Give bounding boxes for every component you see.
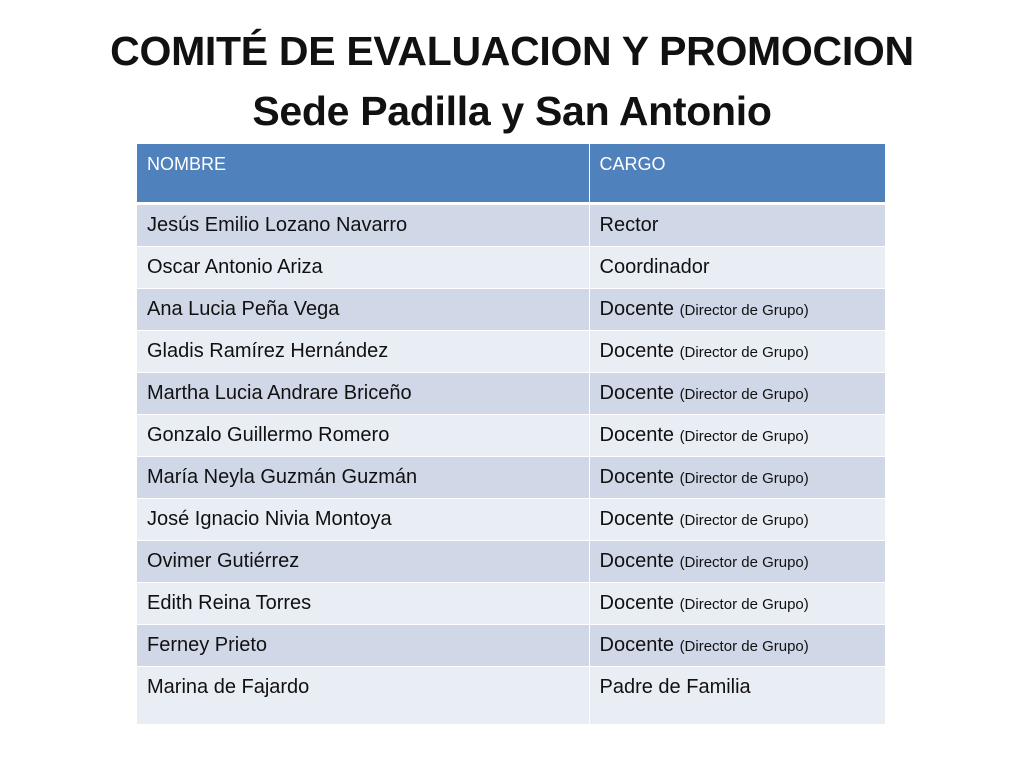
member-role bbox=[589, 373, 885, 415]
role-title: Rector bbox=[599, 214, 659, 236]
role-title: Docente bbox=[599, 340, 674, 362]
member-name: Martha Lucia Andrare Briceño bbox=[137, 373, 589, 415]
member-name: Ana Lucia Peña Vega bbox=[137, 289, 589, 331]
member-name: José Ignacio Nivia Montoya bbox=[137, 499, 589, 541]
table-row bbox=[137, 204, 885, 247]
table-row bbox=[137, 457, 885, 499]
member-name: Edith Reina Torres bbox=[137, 583, 589, 625]
table-row bbox=[137, 541, 885, 583]
table-header bbox=[137, 144, 885, 204]
role-title: Docente bbox=[599, 508, 674, 530]
role-note: (Director de Grupo) bbox=[679, 554, 809, 571]
committee-table bbox=[137, 144, 885, 725]
member-name: Ovimer Gutiérrez bbox=[137, 541, 589, 583]
member-name: Gladis Ramírez Hernández bbox=[137, 331, 589, 373]
member-role bbox=[589, 415, 885, 457]
member-name: Ferney Prieto bbox=[137, 625, 589, 667]
table-row bbox=[137, 499, 885, 541]
role-title: Docente bbox=[599, 592, 674, 614]
role-title: Docente bbox=[599, 550, 674, 572]
table-row bbox=[137, 373, 885, 415]
member-role bbox=[589, 583, 885, 625]
header-row bbox=[137, 144, 885, 204]
role-note: (Director de Grupo) bbox=[679, 428, 809, 445]
role-title: Padre de Familia bbox=[599, 676, 751, 698]
title-line-2: Sede Padilla y San Antonio bbox=[252, 88, 772, 135]
member-role bbox=[589, 247, 885, 289]
role-note: (Director de Grupo) bbox=[679, 470, 809, 487]
header-cargo: CARGO bbox=[589, 144, 885, 204]
role-note: (Director de Grupo) bbox=[679, 638, 809, 655]
member-role bbox=[589, 499, 885, 541]
table-row bbox=[137, 583, 885, 625]
role-title: Docente bbox=[599, 298, 674, 320]
table-row bbox=[137, 667, 885, 725]
member-role bbox=[589, 289, 885, 331]
role-note: (Director de Grupo) bbox=[679, 512, 809, 529]
table-row bbox=[137, 247, 885, 289]
table-body bbox=[137, 204, 885, 725]
table-row bbox=[137, 331, 885, 373]
role-title: Docente bbox=[599, 424, 674, 446]
role-title: Docente bbox=[599, 382, 674, 404]
member-name: Jesús Emilio Lozano Navarro bbox=[137, 204, 589, 247]
title-line-1: COMITÉ DE EVALUACION Y PROMOCION bbox=[110, 28, 914, 75]
header-nombre: NOMBRE bbox=[137, 144, 589, 204]
table-row bbox=[137, 415, 885, 457]
member-role bbox=[589, 667, 885, 725]
member-role bbox=[589, 625, 885, 667]
role-note: (Director de Grupo) bbox=[679, 596, 809, 613]
slide-title bbox=[0, 27, 1024, 141]
role-title: Docente bbox=[599, 466, 674, 488]
role-note: (Director de Grupo) bbox=[679, 344, 809, 361]
table-row bbox=[137, 289, 885, 331]
member-name: Gonzalo Guillermo Romero bbox=[137, 415, 589, 457]
member-role bbox=[589, 204, 885, 247]
member-role bbox=[589, 541, 885, 583]
role-title: Docente bbox=[599, 634, 674, 656]
member-name: María Neyla Guzmán Guzmán bbox=[137, 457, 589, 499]
role-note: (Director de Grupo) bbox=[679, 302, 809, 319]
table-row bbox=[137, 625, 885, 667]
member-name: Oscar Antonio Ariza bbox=[137, 247, 589, 289]
member-role bbox=[589, 331, 885, 373]
member-name: Marina de Fajardo bbox=[137, 667, 589, 725]
member-role bbox=[589, 457, 885, 499]
role-note: (Director de Grupo) bbox=[679, 386, 809, 403]
role-title: Coordinador bbox=[599, 256, 710, 278]
